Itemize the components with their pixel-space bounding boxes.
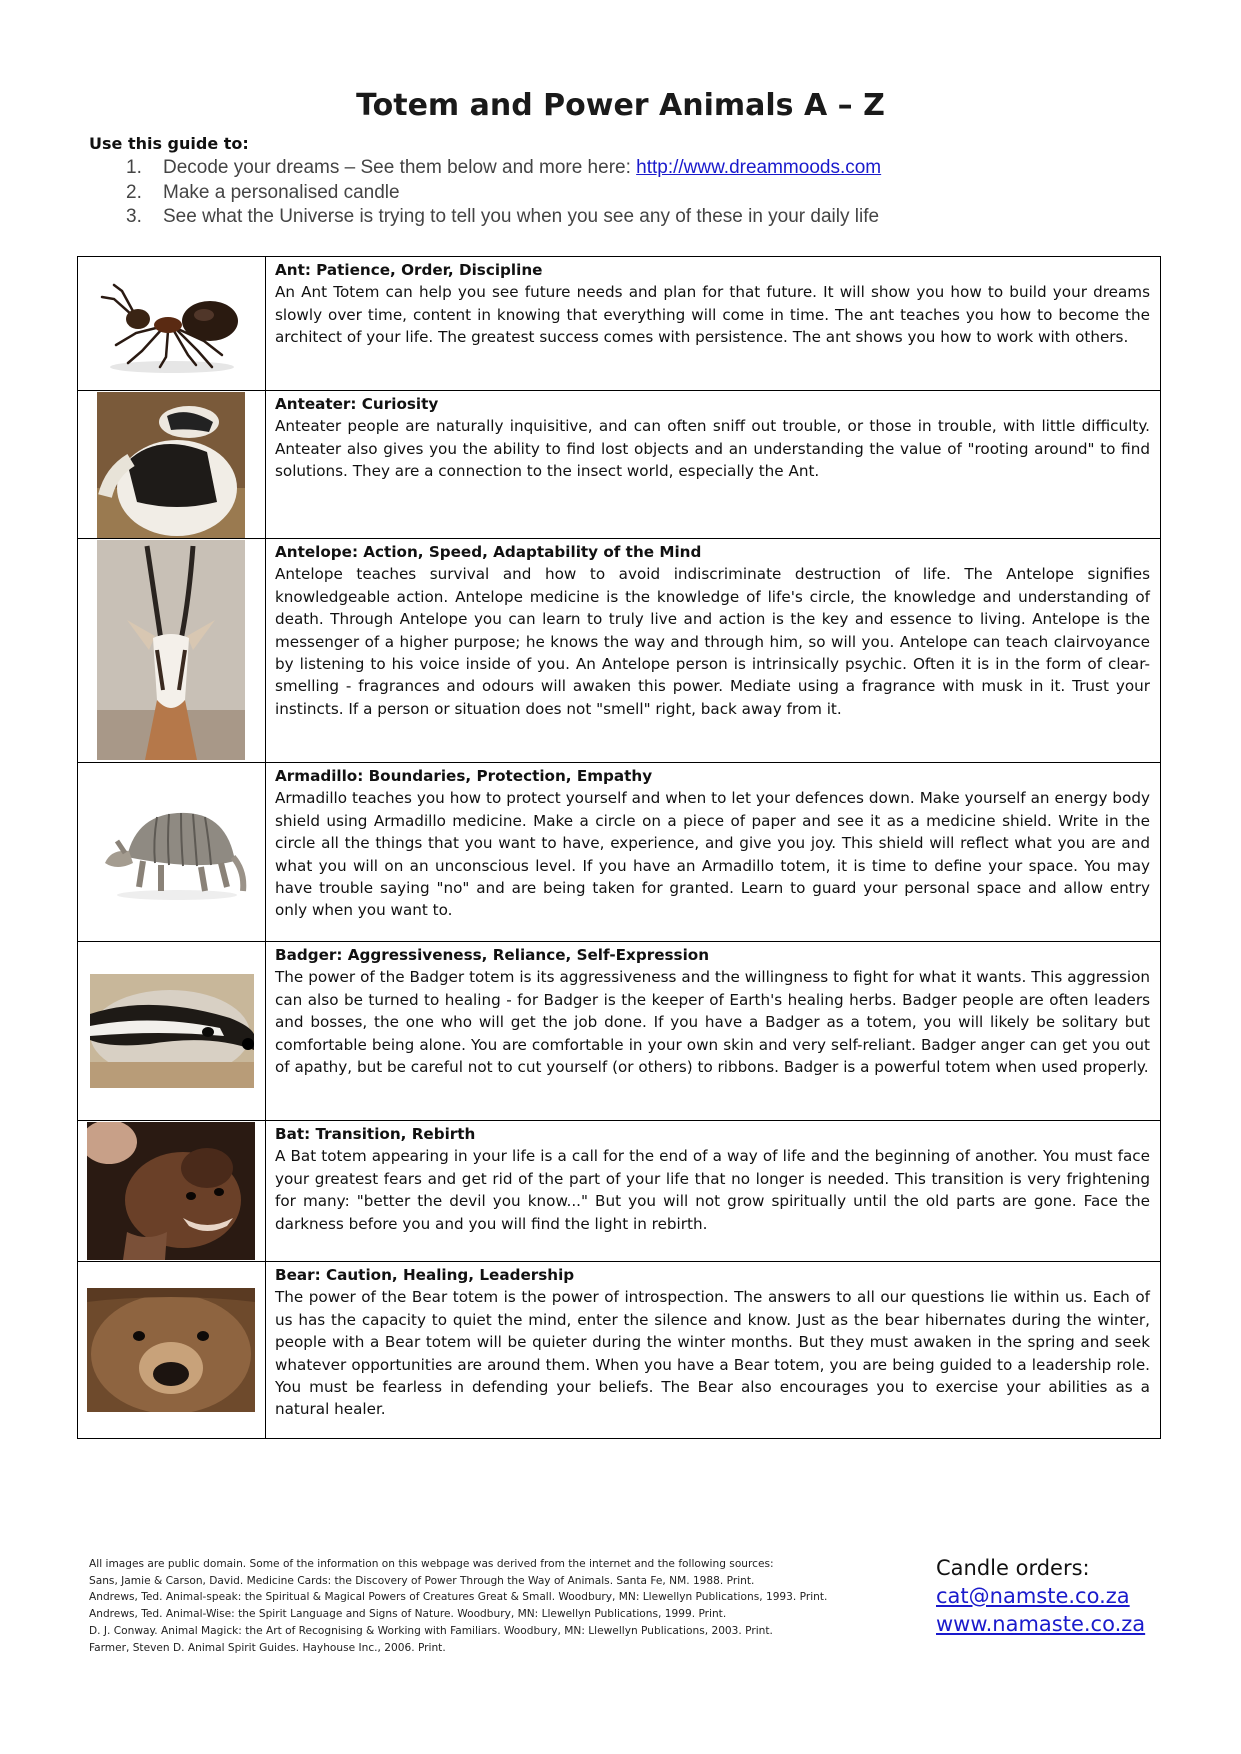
image-cell — [78, 1121, 266, 1262]
armadillo-photo — [97, 791, 247, 903]
guide-item — [126, 205, 881, 230]
sources-footnote — [89, 1556, 929, 1656]
entry-description: Anteater people are naturally inquisitive, and can often sniff out trouble, or those in trouble, with little difficulty. Anteater also gives you the ability to find lost objects and an understanding the value of "rooting around" to find solutions. They are a connection to the insect world, especially the Ant. — [275, 417, 1150, 481]
armadillo-icon — [97, 791, 247, 903]
entry-description: Armadillo teaches you how to protect yourself and when to let your defences down. Make yourself an energy body shield using Armadillo medicine. Make a circle on a piece of paper and see it as a medicine shield. Write in the circle all the things that you want to have, experience, and give you joy. This shield will reflect what you are and what you will on an unconscious level. If you have an Armadillo totem, it is time to define your space. You may have trouble saying "no" and are being taken for granted. Learn to guard your personal space and allow entry only when you want to. — [275, 789, 1150, 920]
entry-text-cell — [266, 257, 1161, 391]
animal-table — [77, 256, 1161, 1439]
badger-icon — [90, 974, 254, 1088]
ant-icon — [92, 271, 252, 375]
entry-description: Antelope teaches survival and how to avoid indiscriminate destruction of life. The Antelope signifies knowledgeable action. Antelope medicine is the knowledge of life's circle, the knowledge and understanding of death. Through Antelope you can learn to truly live and action is the key and essence to living. Antelope is the messenger of a higher purpose; he knows the way and through him, so will you. Antelope can teach clairvoyance by listening to his voice inside of you. An Antelope person is intrinsically psychic. Often it is in the form of clear-smelling - fragrances and odours will awaken this power. Mediate using a fragrance with musk in it. Trust your instincts. If a person or situation does not "smell" right, back away from it. — [275, 565, 1150, 718]
entry-heading: Badger: Aggressiveness, Reliance, Self-Expression — [275, 946, 710, 964]
entry-text-cell — [266, 539, 1161, 763]
source-line: Farmer, Steven D. Animal Spirit Guides. Hayhouse Inc., 2006. Print. — [89, 1641, 446, 1654]
dreammoods-link[interactable]: http://www.dreammoods.com — [636, 157, 882, 178]
image-cell — [78, 942, 266, 1121]
guide-item-text: Make a personalised candle — [163, 181, 400, 203]
entry-description: The power of the Bear totem is the power of introspection. The answers to all our questions lie within us. Each of us has the capacity to quiet the mind, enter the silence and know. Just as the bear hibernates during the winter, people with a Bear totem will be quieter during the winter months. But they must awaken in the spring and seek whatever opportunities are around them. When you have a Bear totem, you are being guided to a leadership role. You must be fearless in defending your beliefs. The Bear also encourages you to exercise your abilities as a natural healer. — [275, 1288, 1150, 1419]
source-line: All images are public domain. Some of the information on this webpage was derived from the internet and the following sources: — [89, 1558, 774, 1570]
page-title: Totem and Power Animals A – Z — [356, 88, 885, 123]
bear-photo — [87, 1288, 255, 1412]
entry-description: An Ant Totem can help you see future needs and plan for that future. It will show you how to build your dreams slowly over time, content in knowing that everything will come in time. The ant teaches you how to become the architect of your life. The greatest success comes with persistence. The ant shows you how to work with others. — [275, 283, 1150, 347]
entry-text-cell — [266, 391, 1161, 539]
bat-photo — [87, 1122, 255, 1260]
email-link[interactable]: cat@namste.co.za — [936, 1584, 1130, 1608]
anteater-icon — [97, 392, 245, 538]
image-cell — [78, 257, 266, 391]
ant-photo — [92, 271, 252, 375]
list-number: 1. — [126, 157, 142, 178]
guide-list — [126, 156, 881, 230]
intro-label: Use this guide to: — [89, 134, 249, 153]
antelope-photo — [97, 540, 245, 760]
badger-photo — [90, 974, 254, 1088]
source-line: Sans, Jamie & Carson, David. Medicine Cards: the Discovery of Power Through the Way of Animals. Santa Fe, NM. 1988. Print. — [89, 1574, 755, 1587]
entry-heading: Ant: Patience, Order, Discipline — [275, 261, 543, 279]
entry-description: A Bat totem appearing in your life is a call for the end of a way of life and the beginning of another. You must face your greatest fears and get rid of the part of your life that no longer is needed. This transition is very frightening for many: "better the devil you know..." But you will not grow spiritually until the old parts are gone. Face the darkness before you and you will find the light in rebirth. — [275, 1147, 1150, 1233]
entry-text-cell — [266, 1121, 1161, 1262]
table-row — [78, 942, 1161, 1121]
entry-text-cell — [266, 942, 1161, 1121]
entry-text-cell — [266, 1262, 1161, 1439]
list-number: 2. — [126, 181, 142, 203]
entry-heading: Anteater: Curiosity — [275, 395, 439, 413]
table-row — [78, 1121, 1161, 1262]
image-cell — [78, 391, 266, 539]
entry-heading: Antelope: Action, Speed, Adaptability of the Mind — [275, 543, 702, 561]
table-row — [78, 257, 1161, 391]
website-link[interactable]: www.namaste.co.za — [936, 1612, 1146, 1636]
table-row — [78, 391, 1161, 539]
image-cell — [78, 1262, 266, 1439]
guide-item-text: See what the Universe is trying to tell you when you see any of these in your daily life — [163, 206, 880, 227]
entry-heading: Armadillo: Boundaries, Protection, Empathy — [275, 767, 653, 785]
image-cell — [78, 539, 266, 763]
table-row — [78, 763, 1161, 942]
orders-label: Candle orders: — [936, 1556, 1090, 1580]
source-line: Andrews, Ted. Animal-speak: the Spiritual & Magical Powers of Creatures Great & Small. Woodbury, MN: Llewellyn Publications, 1993. Print. — [89, 1591, 828, 1604]
bear-icon — [87, 1288, 255, 1412]
entry-heading: Bat: Transition, Rebirth — [275, 1125, 476, 1143]
source-line: D. J. Conway. Animal Magick: the Art of Recognising & Working with Familiars. Woodbury, MN: Llewellyn Publications, 2003. Print. — [89, 1624, 773, 1637]
list-number: 3. — [126, 206, 142, 227]
guide-item — [126, 156, 881, 181]
guide-item — [126, 181, 881, 206]
anteater-photo — [97, 392, 245, 538]
table-row — [78, 539, 1161, 763]
table-row — [78, 1262, 1161, 1439]
entry-text-cell — [266, 763, 1161, 942]
antelope-icon — [97, 540, 245, 760]
bat-icon — [87, 1122, 255, 1260]
entry-description: The power of the Badger totem is its aggressiveness and the willingness to fight for what it wants. This aggression can also be turned to healing - for Badger is the keeper of Earth's healing herbs. Badger people are often leaders and bosses, the one who will get the job done. If you have a Badger as a totem, you will likely be solitary but comfortable being alone. You are comfortable in your own skin and very self-reliant. Badger anger can get you out of apathy, but be careful not to cut yourself (or others) to ribbons. Badger is a powerful totem when used properly. — [275, 968, 1150, 1077]
guide-item-text: Decode your dreams – See them below and more here: — [163, 157, 637, 178]
image-cell — [78, 763, 266, 942]
source-line: Andrews, Ted. Animal-Wise: the Spirit Language and Signs of Nature. Woodbury, MN: Llewellyn Publications, 1999. Print. — [89, 1608, 727, 1621]
candle-orders — [936, 1554, 1145, 1638]
entry-heading: Bear: Caution, Healing, Leadership — [275, 1266, 575, 1284]
